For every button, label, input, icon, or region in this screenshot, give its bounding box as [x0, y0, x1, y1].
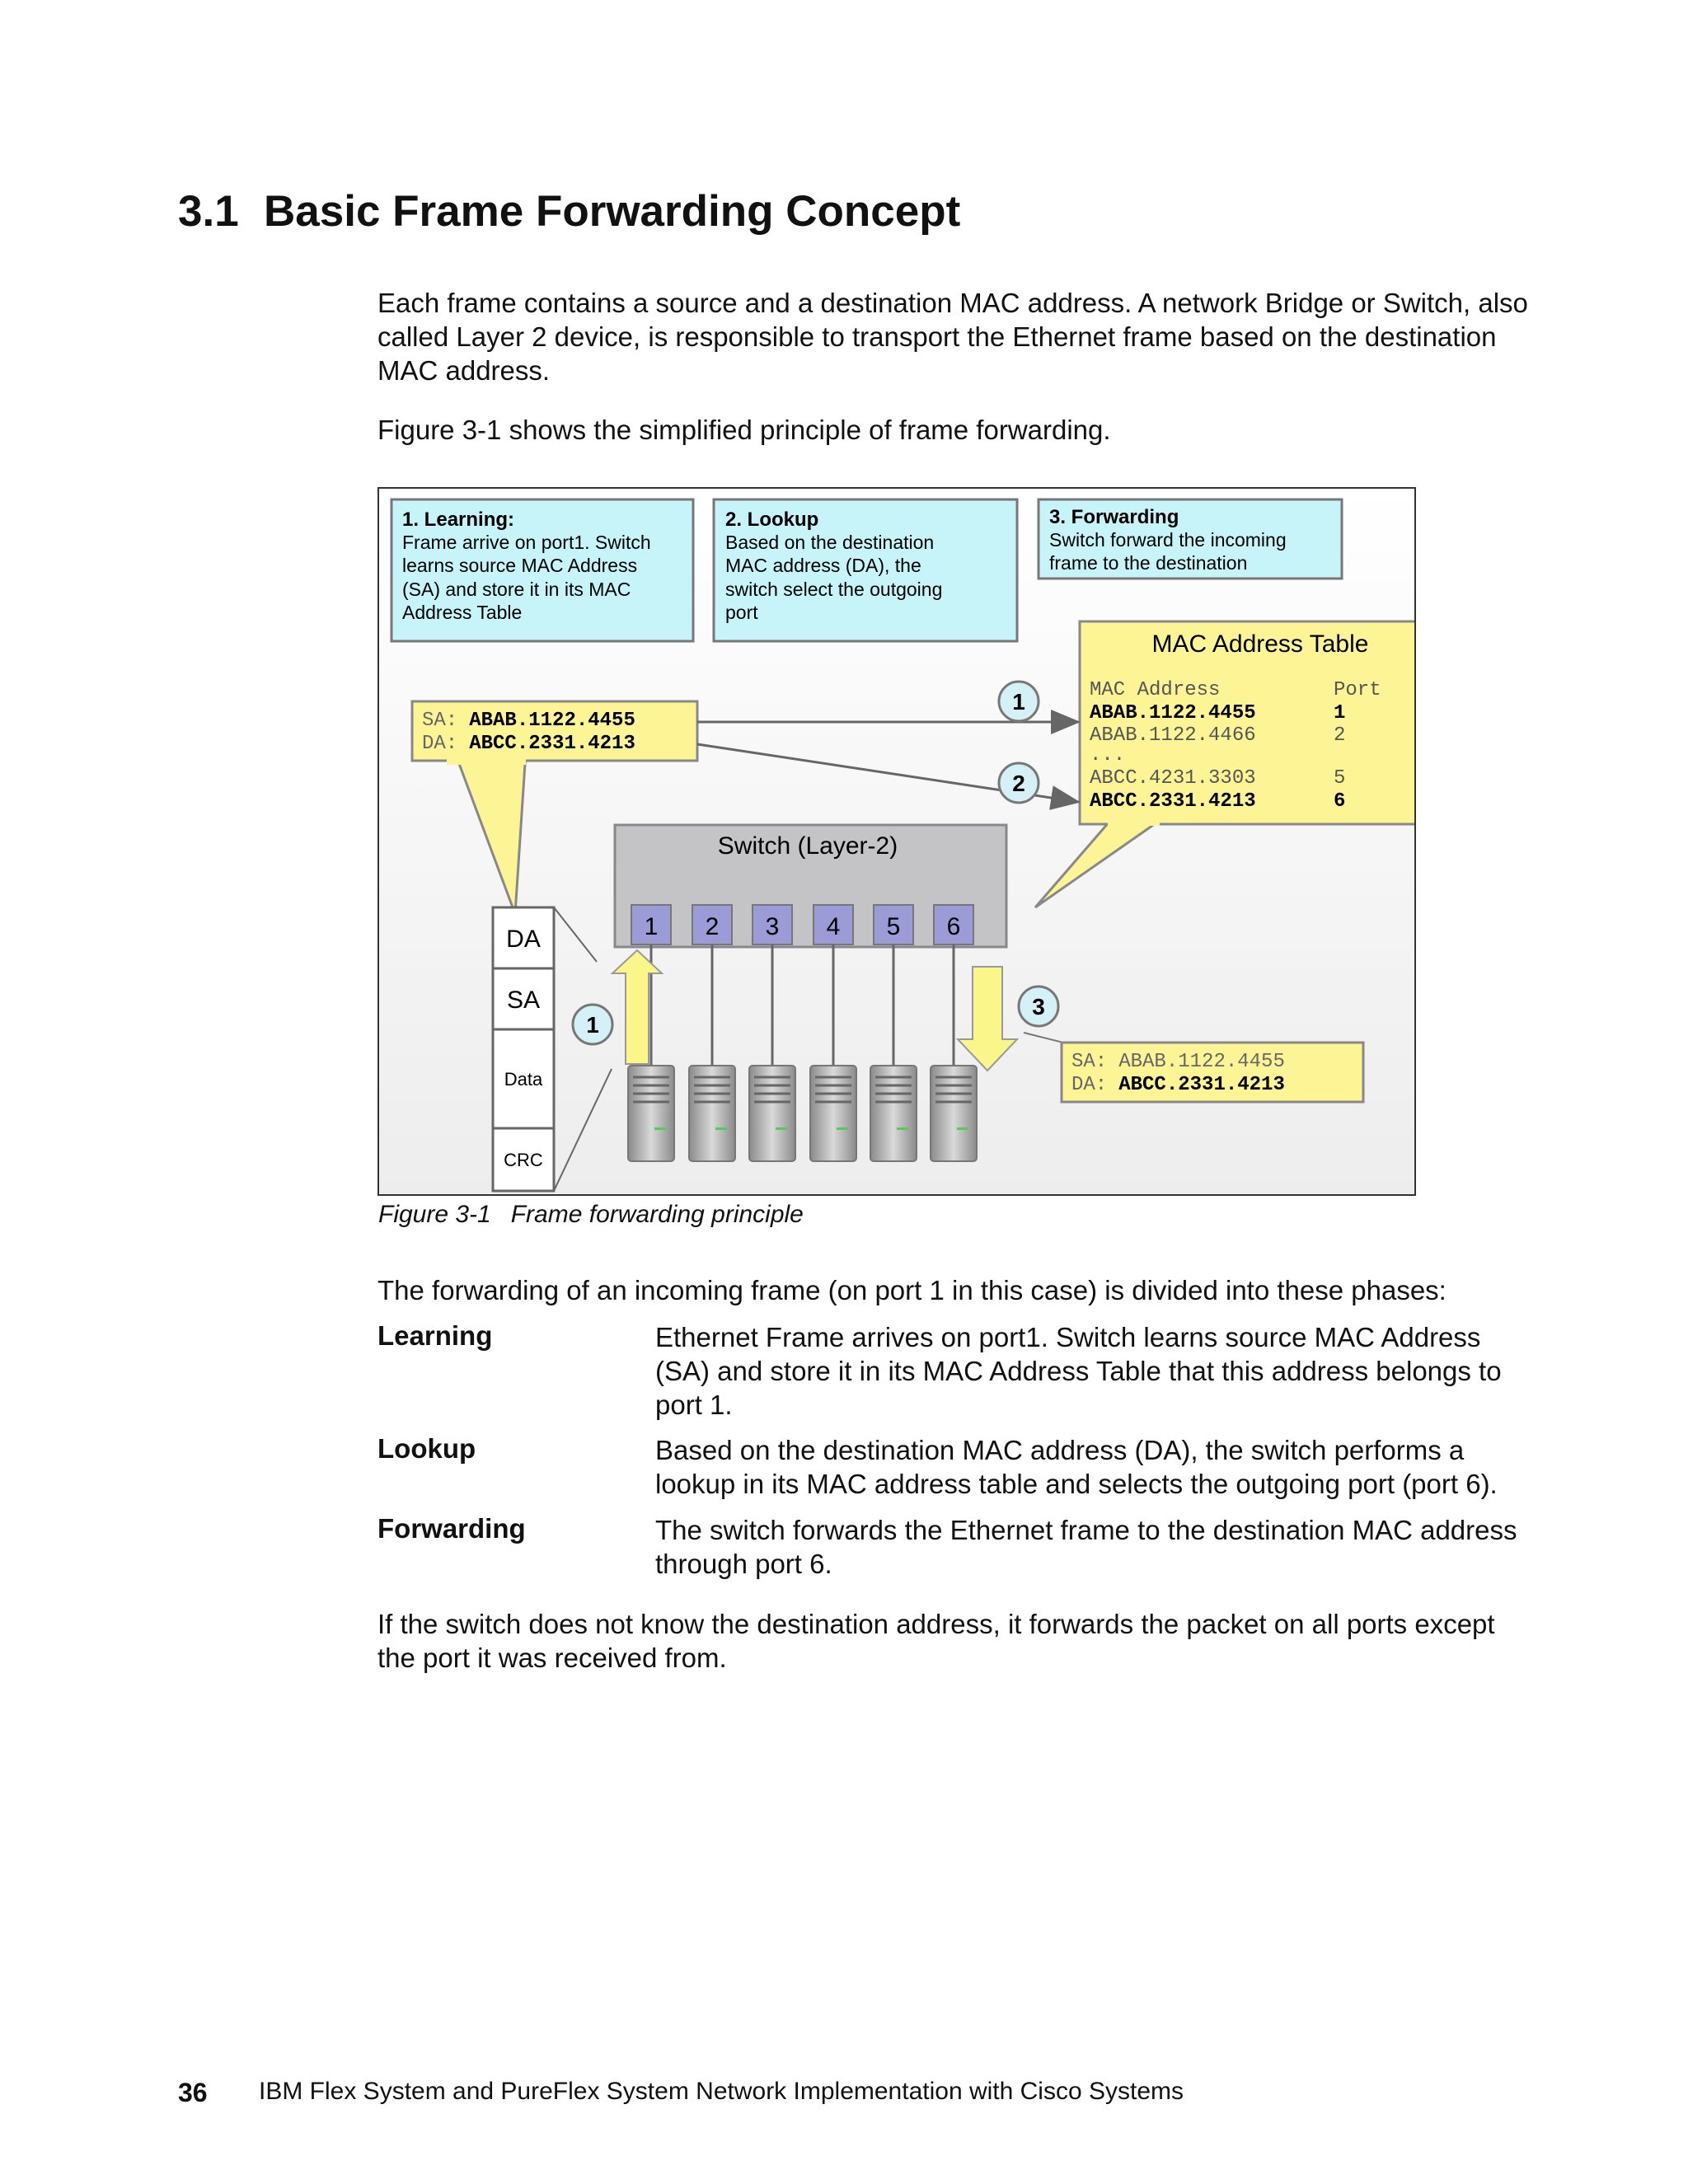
page-number: 36 [178, 2078, 208, 2107]
step-forwarding-line: frame to the destination [1049, 552, 1248, 574]
outgoing-sa: SA: ABAB.1122.4455 [1071, 1051, 1285, 1073]
phase-desc-learning: Ethernet Frame arrives on port1. Switch learns source MAC Address (SA) and store it in its MAC Address Table that this address belongs to port 1. [655, 1322, 1502, 1420]
section-title: Basic Frame Forwarding Concept [264, 187, 961, 236]
step-learning-title: 1. Learning: [402, 509, 515, 531]
marker-1-table [999, 682, 1039, 721]
mac-table-row-port: 1 [1334, 702, 1346, 724]
phase-term-learning: Learning [377, 1320, 493, 1351]
port-5-label: 5 [886, 913, 901, 940]
server-icon [689, 1066, 735, 1161]
caption-label: Figure 3-1 [378, 1201, 491, 1228]
step-lookup-line: switch select the outgoing [725, 579, 943, 600]
step-lookup-line: Based on the destination [725, 532, 935, 553]
caption-text: Frame forwarding principle [510, 1201, 804, 1228]
frame-forwarding-diagram [379, 489, 1414, 1194]
mac-table-header-address: MAC Address [1090, 679, 1221, 701]
phase-term-forwarding: Forwarding [377, 1513, 526, 1544]
port-1-label: 1 [644, 913, 659, 940]
mac-table-row-address: ABAB.1122.4466 [1090, 724, 1256, 747]
svg-text:3: 3 [1032, 994, 1045, 1019]
frame-field-crc-label: CRC [504, 1150, 543, 1170]
marker-2-table [999, 763, 1039, 803]
figure-3-1 [377, 487, 1416, 1196]
mac-table-row-port: 2 [1334, 724, 1346, 747]
mac-table-row-port: 5 [1334, 767, 1346, 790]
server-icon [931, 1066, 977, 1161]
mac-table-row-port: 6 [1334, 790, 1346, 813]
step-lookup-title: 2. Lookup [725, 509, 819, 531]
mac-table-header-port: Port [1334, 679, 1381, 701]
mac-table-row-ellipsis: ... [1090, 744, 1126, 766]
frame-field-sa-label: SA [506, 987, 541, 1014]
frame-field-da-label: DA [506, 926, 541, 953]
step-forwarding-line: Switch forward the incoming [1049, 529, 1287, 551]
step-lookup-line: port [725, 602, 758, 623]
step-learning-line: Address Table [402, 602, 523, 623]
footer-title: IBM Flex System and PureFlex System Network Implementation with Cisco Systems [259, 2078, 1184, 2105]
closing-paragraph: If the switch does not know the destination address, it forwards the packet on all ports except the port it was received from. [377, 1609, 1495, 1673]
server-icon [810, 1066, 856, 1161]
figure-caption [378, 1201, 804, 1229]
mac-table-row-address: ABCC.4231.3303 [1090, 767, 1256, 790]
mac-table-title: MAC Address Table [1151, 630, 1369, 658]
switch-label: Switch (Layer-2) [717, 832, 898, 860]
step-learning-line: Frame arrive on port1. Switch [402, 532, 651, 553]
svg-text:1: 1 [1012, 689, 1025, 715]
port-6-label: 6 [946, 913, 961, 940]
marker-3-egress [1019, 987, 1058, 1026]
outgoing-da: DA: ABCC.2331.4213 [1071, 1074, 1285, 1096]
port-2-label: 2 [705, 913, 720, 940]
phase-desc-lookup: Based on the destination MAC address (DA), the switch performs a lookup in its MAC address table and selects the outgoing port (port 6). [655, 1435, 1498, 1499]
svg-text:2: 2 [1012, 771, 1025, 796]
step-forwarding-title: 3. Forwarding [1049, 506, 1179, 528]
step-lookup-line: MAC address (DA), the [725, 555, 921, 576]
mac-table-row-address: ABAB.1122.4455 [1090, 702, 1256, 724]
phases-intro: The forwarding of an incoming frame (on port 1 in this case) is divided into these phases: [377, 1275, 1447, 1305]
step-learning-line: learns source MAC Address [402, 555, 638, 576]
server-icon [628, 1066, 674, 1161]
server-icon [749, 1066, 795, 1161]
phase-term-lookup: Lookup [377, 1433, 476, 1464]
incoming-da: DA: ABCC.2331.4213 [422, 733, 635, 755]
server-icon [870, 1066, 917, 1161]
figure-reference: Figure 3-1 shows the simplified principle of frame forwarding. [377, 415, 1111, 445]
marker-1-ingress [573, 1005, 612, 1044]
incoming-sa: SA: ABAB.1122.4455 [422, 710, 635, 732]
intro-paragraph: Each frame contains a source and a destination MAC address. A network Bridge or Switch, also called Layer 2 device, is responsible to transport the Ethernet frame based on the destination MAC address. [377, 288, 1528, 386]
mac-table-row-address: ABCC.2331.4213 [1090, 790, 1256, 813]
section-heading [178, 188, 960, 236]
frame-field-data-label: Data [504, 1069, 543, 1090]
port-3-label: 3 [765, 913, 780, 940]
port-4-label: 4 [826, 913, 841, 940]
phase-desc-forwarding: The switch forwards the Ethernet frame to the destination MAC address through port 6. [655, 1515, 1517, 1579]
step-learning-line: (SA) and store it in its MAC [402, 579, 631, 600]
section-number: 3.1 [178, 187, 239, 236]
svg-text:1: 1 [586, 1012, 599, 1038]
